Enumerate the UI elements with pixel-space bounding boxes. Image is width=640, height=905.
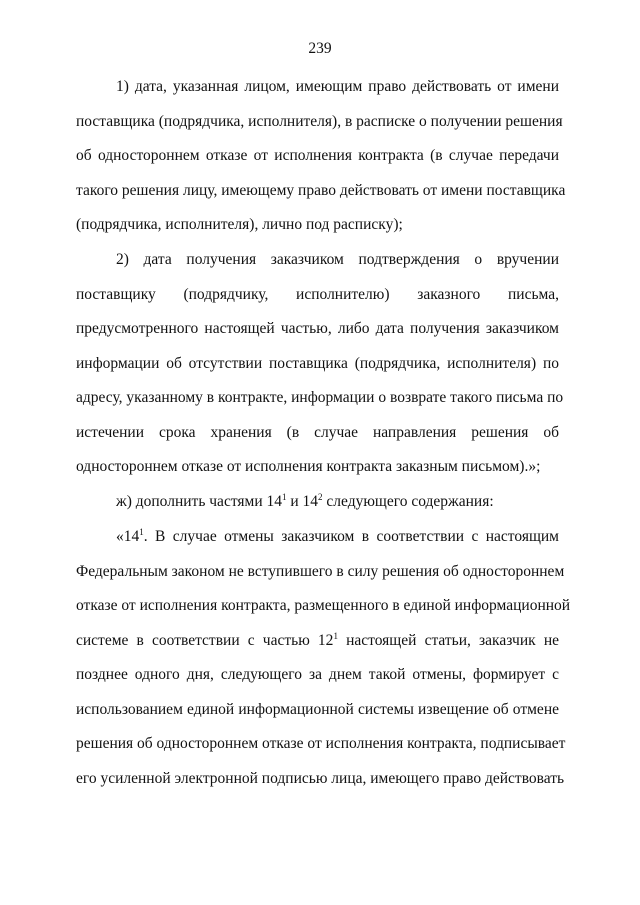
text-line <box>76 520 559 555</box>
text-fragment: ж) дополнить частями 14 <box>116 493 282 510</box>
text-line: предусмотренного настоящей частью, либо дата получения заказчиком <box>76 320 559 337</box>
text-fragment: следующего содержания: <box>322 493 494 510</box>
superscript: 1 <box>139 526 144 537</box>
text-line: информации об отсутствии поставщика (подрядчика, исполнителя) по <box>76 354 559 372</box>
text-line: такого решения лицу, имеющему право действовать от имени поставщика <box>76 181 566 199</box>
text-line: поставщику (подрядчику, исполнителю) заказного письма, <box>76 285 559 303</box>
page-number: 239 <box>308 40 332 57</box>
text-line: поставщика (подрядчика, исполнителя), в расписке о получении решения <box>76 112 563 130</box>
text-line: использованием единой информационной системы извещение об отмене <box>76 700 559 718</box>
text-fragment: «14 <box>116 528 140 545</box>
text-fragment: и 14 <box>286 493 319 510</box>
text-line: его усиленной электронной подписью лица, имеющего право действовать <box>76 769 565 787</box>
superscript: 2 <box>318 491 323 502</box>
superscript: 1 <box>282 491 287 502</box>
paragraph-item-14-1 <box>76 520 571 796</box>
text-line: 2) дата получения заказчиком подтверждения о вручении <box>116 251 559 268</box>
paragraph-item-zh <box>76 485 559 520</box>
text-line <box>76 624 559 659</box>
text-line: решения об одностороннем отказе от исполнения контракта, подписывает <box>76 735 566 752</box>
text-line: об одностороннем отказе от исполнения контракта (в случае передачи <box>76 147 559 164</box>
text-line: (подрядчика, исполнителя), лично под расписку); <box>76 216 403 233</box>
text-line: Федеральным законом не вступившего в силу решения об одностороннем <box>76 562 565 580</box>
superscript: 1 <box>333 630 338 641</box>
text-fragment: . В случае отмены заказчиком в соответствии с настоящим <box>143 528 559 545</box>
text-line: 1) дата, указанная лицом, имеющим право действовать от имени <box>116 78 559 95</box>
text-line: истечении срока хранения (в случае направления решения об <box>76 423 559 441</box>
text-fragment: системе в соответствии с частью 12 <box>76 631 334 649</box>
paragraph-item-2 <box>76 243 564 485</box>
text-line: позднее одного дня, следующего за днем такой отмены, формирует с <box>76 666 559 683</box>
text-line: отказе от исполнения контракта, размещенного в единой информационной <box>76 597 571 614</box>
paragraph-item-1 <box>76 70 566 243</box>
text-line: адресу, указанному в контракте, информации о возврате такого письма по <box>76 389 564 406</box>
text-line: одностороннем отказе от исполнения контракта заказным письмом).»; <box>76 458 541 475</box>
text-line <box>76 485 559 520</box>
text-fragment: настоящей статьи, заказчик не <box>337 631 559 649</box>
